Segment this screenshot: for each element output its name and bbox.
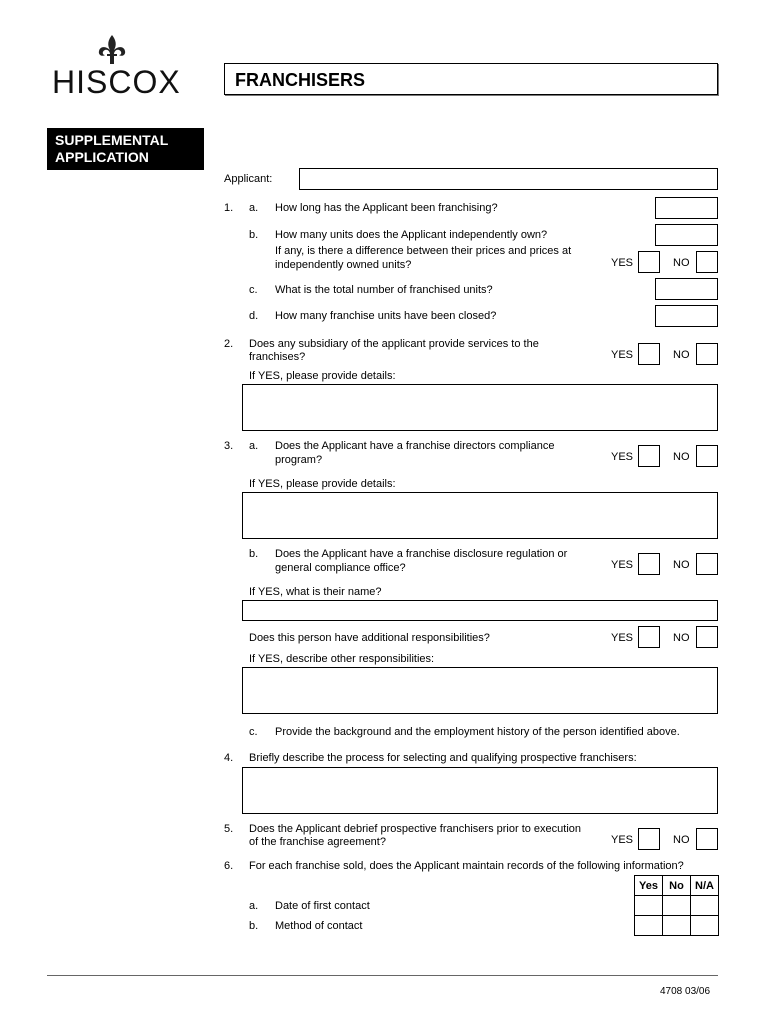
q2-text-line2: franchises? xyxy=(249,351,306,363)
q4-text: Briefly describe the process for selecting and qualifying prospective franchisers: xyxy=(249,752,637,764)
q3a-text-line2: program? xyxy=(275,454,323,466)
q1c-answer-field[interactable] xyxy=(655,278,718,300)
supplemental-application-badge: SUPPLEMENTAL APPLICATION xyxy=(47,128,204,170)
q4-details-field[interactable] xyxy=(242,767,718,814)
q1a-letter: a. xyxy=(249,202,259,214)
q5-no-label: NO xyxy=(673,834,690,846)
q5-no-checkbox[interactable] xyxy=(696,828,718,850)
q6-records-grid xyxy=(634,875,719,936)
q6b-na-cell[interactable] xyxy=(691,916,719,936)
q3b-letter: b. xyxy=(249,548,259,560)
q6-col-no: No xyxy=(663,876,691,896)
footer-divider xyxy=(47,975,718,976)
applicant-label: Applicant: xyxy=(224,173,273,185)
q3b-name-field[interactable] xyxy=(242,600,718,621)
q1b-letter: b. xyxy=(249,229,259,241)
q1c-text: What is the total number of franchised units? xyxy=(275,284,493,296)
q1d-answer-field[interactable] xyxy=(655,305,718,327)
q1b-answer-field[interactable] xyxy=(655,224,718,246)
q6a-grid-row xyxy=(635,896,719,916)
q3-person-text: Does this person have additional responsibilities? xyxy=(249,632,490,644)
fleur-de-lis-logo-icon xyxy=(97,34,127,68)
q3-person-yes-label: YES xyxy=(611,632,634,644)
form-code: 4708 03/06 xyxy=(660,986,711,997)
q3a-yes-label: YES xyxy=(611,451,634,463)
q2-details-label: If YES, please provide details: xyxy=(249,370,396,382)
q4-number: 4. xyxy=(224,752,234,764)
q2-details-field[interactable] xyxy=(242,384,718,431)
q3a-details-field[interactable] xyxy=(242,492,718,539)
q1a-answer-field[interactable] xyxy=(655,197,718,219)
q3-person-no-label: NO xyxy=(673,632,690,644)
q6a-na-cell[interactable] xyxy=(691,896,719,916)
q3c-letter: c. xyxy=(249,726,258,738)
q1c-letter: c. xyxy=(249,284,258,296)
q5-yes-checkbox[interactable] xyxy=(638,828,660,850)
q3b-yes-checkbox[interactable] xyxy=(638,553,660,575)
q3-number: 3. xyxy=(224,440,234,452)
q6a-text: Date of first contact xyxy=(275,900,370,912)
q6a-letter: a. xyxy=(249,900,259,912)
q6b-yes-cell[interactable] xyxy=(635,916,663,936)
q5-yes-label: YES xyxy=(611,834,634,846)
q6a-yes-cell[interactable] xyxy=(635,896,663,916)
q3c-text: Provide the background and the employment history of the person identified above. xyxy=(275,726,680,738)
q6-text: For each franchise sold, does the Applicant maintain records of the following information? xyxy=(249,860,684,872)
q3a-details-label: If YES, please provide details: xyxy=(249,478,396,490)
applicant-field[interactable] xyxy=(299,168,718,190)
q5-number: 5. xyxy=(224,823,234,835)
q3-person-details-field[interactable] xyxy=(242,667,718,714)
q1b-yes-label: YES xyxy=(611,257,634,269)
q3b-no-checkbox[interactable] xyxy=(696,553,718,575)
q1b-yes-checkbox[interactable] xyxy=(638,251,660,273)
q6b-no-cell[interactable] xyxy=(663,916,691,936)
q6-col-na: N/A xyxy=(691,876,719,896)
q2-number: 2. xyxy=(224,338,234,350)
q3a-no-label: NO xyxy=(673,451,690,463)
q6b-letter: b. xyxy=(249,920,259,932)
q1d-text: How many franchise units have been closed? xyxy=(275,310,497,322)
q3-person-no-checkbox[interactable] xyxy=(696,626,718,648)
q3a-text-line1: Does the Applicant have a franchise directors compliance xyxy=(275,440,555,452)
q3b-name-label: If YES, what is their name? xyxy=(249,586,382,598)
q3-person-details-label: If YES, describe other responsibilities: xyxy=(249,653,435,665)
q2-yes-checkbox[interactable] xyxy=(638,343,660,365)
q2-no-checkbox[interactable] xyxy=(696,343,718,365)
q2-no-label: NO xyxy=(673,349,690,361)
q5-text-line1: Does the Applicant debrief prospective franchisers prior to execution xyxy=(249,823,582,835)
q3b-no-label: NO xyxy=(673,559,690,571)
q1-number: 1. xyxy=(224,202,234,214)
q6b-text: Method of contact xyxy=(275,920,363,932)
q2-yes-label: YES xyxy=(611,349,634,361)
q6-number: 6. xyxy=(224,860,234,872)
q1d-letter: d. xyxy=(249,310,259,322)
q1b-no-label: NO xyxy=(673,257,690,269)
q3b-text-line2: general compliance office? xyxy=(275,562,406,574)
q6-col-yes: Yes xyxy=(635,876,663,896)
q1a-text: How long has the Applicant been franchising? xyxy=(275,202,498,214)
q3a-letter: a. xyxy=(249,440,259,452)
q3a-yes-checkbox[interactable] xyxy=(638,445,660,467)
page-title: FRANCHISERS xyxy=(235,70,366,90)
q1b-text-line2: If any, is there a difference between their prices and prices at xyxy=(275,245,572,257)
q5-text-line2: of the franchise agreement? xyxy=(249,836,386,848)
q6b-grid-row xyxy=(635,916,719,936)
q6-grid-header-row xyxy=(635,876,719,896)
company-logo: HISCOX xyxy=(52,64,181,100)
q3b-yes-label: YES xyxy=(611,559,634,571)
q1b-text-line1: How many units does the Applicant independently own? xyxy=(275,229,548,241)
q2-text-line1: Does any subsidiary of the applicant provide services to the xyxy=(249,338,539,350)
q6a-no-cell[interactable] xyxy=(663,896,691,916)
form-title-box xyxy=(224,63,718,95)
q3b-text-line1: Does the Applicant have a franchise disclosure regulation or xyxy=(275,548,568,560)
q3-person-yes-checkbox[interactable] xyxy=(638,626,660,648)
q3a-no-checkbox[interactable] xyxy=(696,445,718,467)
q1b-text-line3: independently owned units? xyxy=(275,259,412,271)
q1b-no-checkbox[interactable] xyxy=(696,251,718,273)
